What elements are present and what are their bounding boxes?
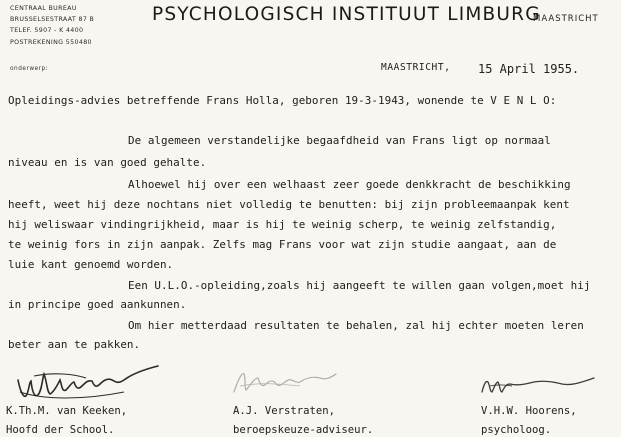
signatory-name: K.Th.M. van Keeken, — [6, 405, 128, 417]
signatory-title: Hoofd der School. — [6, 424, 115, 436]
signatory-title: beroepskeuze-adviseur. — [233, 424, 374, 436]
body-line: luie kant genoemd worden. — [8, 258, 174, 271]
body-line: in principe goed aankunnen. — [8, 298, 187, 311]
letter-date: 15 April 1955. — [478, 62, 580, 76]
letterhead-line: CENTRAAL BUREAU — [10, 5, 77, 12]
letterhead-address — [10, 3, 94, 48]
body-line: Om hier metterdaad resultaten te behalen, zal hij echter moeten leren — [128, 319, 584, 332]
signatory-title: psycholoog. — [481, 424, 552, 436]
signature-verstraten — [230, 366, 340, 400]
letterhead-line: POSTREKENING 550480 — [10, 38, 92, 46]
body-line: niveau en is van goed gehalte. — [8, 156, 207, 169]
signature-hoorens — [478, 372, 598, 398]
signature-van-keeken — [14, 362, 164, 404]
letterhead-line: BRUSSELSESTRAAT 87 B — [10, 16, 95, 24]
signatory-name: V.H.W. Hoorens, — [481, 405, 577, 417]
institute-city: MAASTRICHT — [533, 14, 599, 24]
letter-subject: Opleidings-advies betreffende Frans Holla, geboren 19-3-1943, wonende te V E N L O: — [8, 94, 557, 107]
body-line: heeft, weet hij deze nochtans niet volledig te benutten: bij zijn probleemaanpak kent — [8, 198, 570, 211]
subject-label: onderwerp: — [10, 66, 49, 72]
body-line: Alhoewel hij over een welhaast zeer goede denkkracht de beschikking — [128, 178, 571, 191]
body-line: hij weliswaar vindingrijkheid, maar is hij te weinig scherp, te weinig zelfstandig, — [8, 218, 557, 231]
body-line: beter aan te pakken. — [8, 338, 141, 351]
letter-place: MAASTRICHT, — [381, 62, 451, 73]
body-line: De algemeen verstandelijke begaafdheid van Frans ligt op normaal — [128, 134, 551, 147]
body-line: te weinig fors in zijn aanpak. Zelfs mag Frans voor wat zijn studie aangaat, aan de — [8, 238, 557, 251]
institute-name: PSYCHOLOGISCH INSTITUUT LIMBURG — [152, 4, 541, 25]
letterhead-line: TELEF. 5907 - K 4400 — [10, 27, 84, 35]
signatory-name: A.J. Verstraten, — [233, 405, 336, 417]
body-line: Een U.L.O.-opleiding,zoals hij aangeeft te willen gaan volgen,moet hij — [128, 279, 591, 292]
